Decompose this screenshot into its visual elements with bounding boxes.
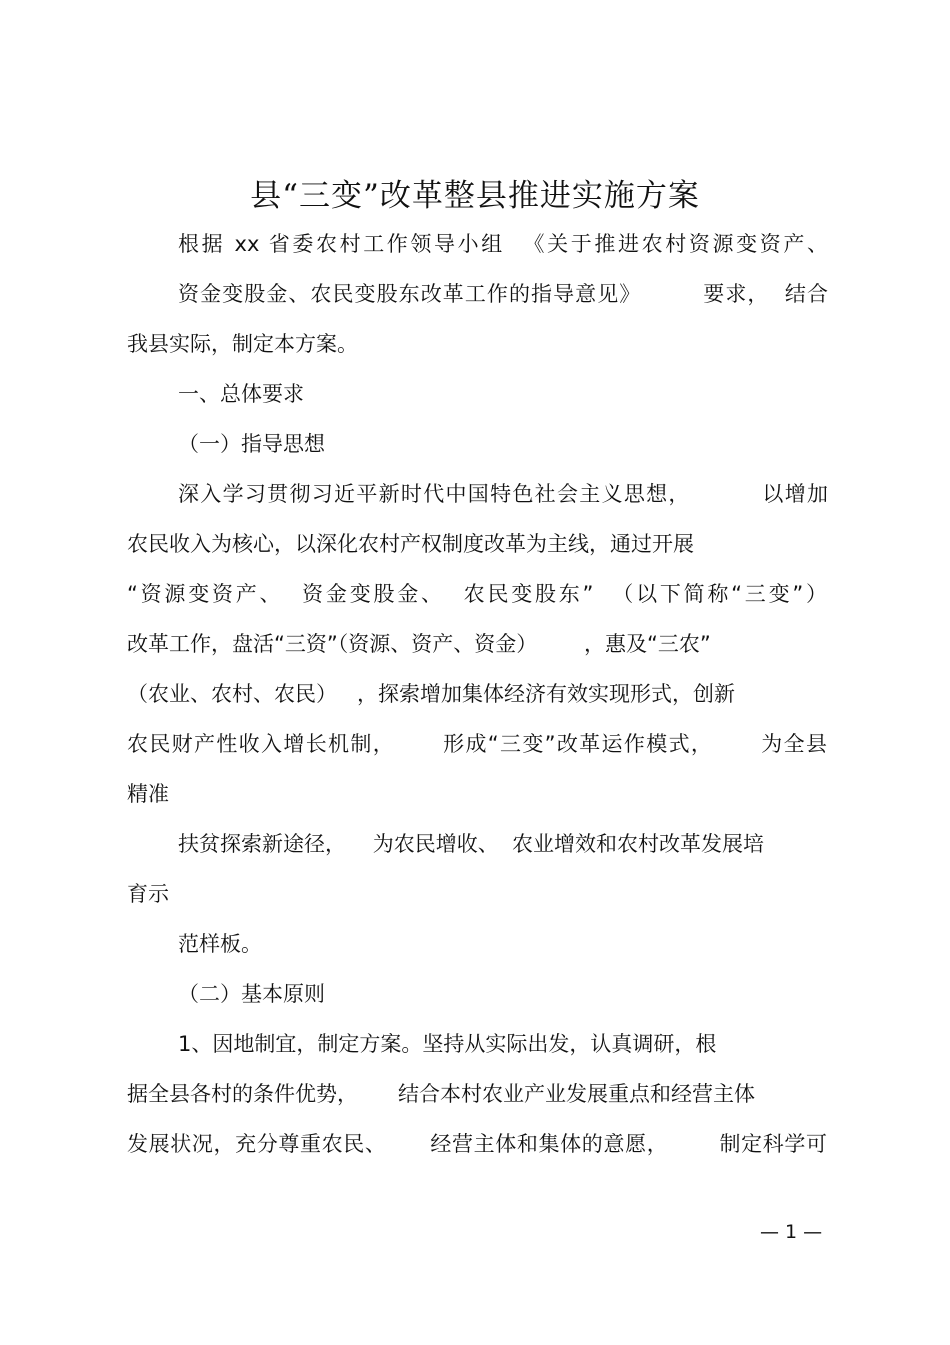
paragraph-line: 范样板。: [178, 932, 262, 956]
paragraph-line: 深入学习贯彻习近平新时代中国特色社会主义思想， 以增加: [178, 482, 828, 506]
paragraph-line: 1、因地制宜，制定方案。坚持从实际出发，认真调研，根: [178, 1032, 717, 1056]
page-number: — 1 —: [760, 1221, 823, 1243]
paragraph-line: 农民收入为核心，以深化农村产权制度改革为主线，通过开展: [127, 532, 694, 556]
paragraph-line: 扶贫探索新途径， 为农民增收、 农业增效和农村改革发展培: [178, 832, 765, 856]
paragraph-line: 根据 xx 省委农村工作领导小组 《关于推进农村资源变资产、: [178, 232, 828, 256]
paragraph-line: 发展状况，充分尊重农民、 经营主体和集体的意愿， 制定科学可: [127, 1132, 827, 1156]
paragraph-line: （农业、农村、农民） ，探索增加集体经济有效实现形式，创新: [127, 682, 736, 706]
paragraph-line: 据全县各村的条件优势， 结合本村农业产业发展重点和经营主体: [127, 1082, 756, 1106]
subsection-heading: （二）基本原则: [178, 982, 325, 1006]
subsection-heading: （一）指导思想: [178, 432, 325, 456]
paragraph-line: 精准: [127, 782, 169, 806]
paragraph-line: 资金变股金、农民变股东改革工作的指导意见》 要求， 结合: [178, 282, 828, 306]
paragraph-line: 育示: [127, 882, 169, 906]
paragraph-line: 改革工作，盘活“三资”（资源、资产、资金） ，惠及“三农”: [127, 632, 711, 656]
paragraph-line: 农民财产性收入增长机制， 形成“三变”改革运作模式， 为全县: [127, 732, 827, 756]
paragraph-line: 我县实际，制定本方案。: [127, 332, 358, 356]
paragraph-line: “资源变资产、 资金变股金、 农民变股东” （以下简称“三变”）: [127, 582, 827, 606]
section-heading: 一、总体要求: [178, 382, 304, 406]
document-title: 县“三变”改革整县推进实施方案: [250, 178, 700, 214]
